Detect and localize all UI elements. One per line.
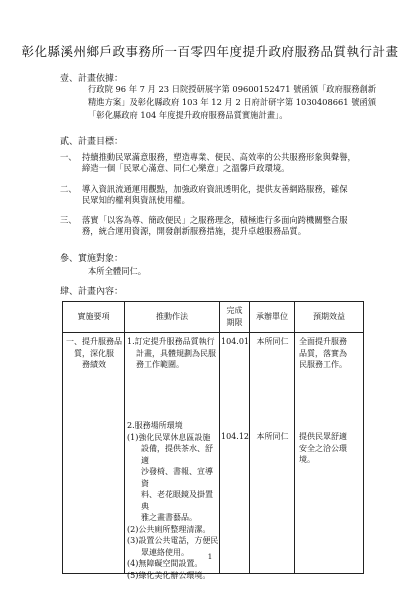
cell-benefit — [295, 333, 364, 574]
cell-unit — [250, 333, 295, 574]
goal-item-3-line-2: 務，統合運用資源，開發創新服務措施，提升卓越服務品質。 — [82, 226, 307, 237]
header-unit: 承辦單位 — [250, 302, 295, 333]
benefit-2-line-3: 境。 — [299, 455, 315, 464]
benefit-1-line-3: 民服務工作。 — [299, 360, 347, 369]
section-goals-heading: 貳、計畫目標： — [60, 137, 124, 147]
item-line-3: 務績效 — [82, 360, 106, 369]
method-1-line-3: 務工作範圍。 — [136, 360, 184, 369]
benefit-2-line-1: 提供民眾舒適 — [299, 432, 347, 441]
goal-item-3 — [60, 215, 370, 239]
goal-item-1 — [60, 152, 370, 176]
deadline-1: 104.01 — [221, 337, 249, 346]
benefit-1-line-2: 品質，落實為 — [299, 348, 347, 358]
method-1-line-1: 1.訂定提升服務品質執行 — [127, 337, 215, 346]
deadline-2: 104.12 — [221, 432, 249, 441]
method-2-line-5: 雅之畫書藝品。 — [141, 513, 197, 522]
section-content-heading: 肆、計畫內容： — [60, 287, 124, 297]
goal-item-1-line-1: 持續推動民眾滿意服務，塑造專業、便民、高效率的公共服務形象與聲譽， — [82, 152, 356, 162]
method-2-line-7: (3)設置公共電話，方便民 — [127, 536, 219, 545]
goal-item-1-line-2: 締造一個「民眾心滿意、同仁心樂意」之溫馨戶政環境。 — [82, 163, 290, 174]
method-2-title: 2.服務場所環境 — [127, 421, 183, 430]
section-basis-heading: 壹、計畫依據： — [60, 74, 124, 84]
item-line-2: 質，深化服 — [74, 348, 114, 358]
basis-line-1: 行政院 96 年 7 月 23 日院授研展字第 09600152471 號函頒「政府服務創新 — [88, 84, 377, 94]
unit-1: 本所同仁 — [256, 337, 289, 346]
unit-2: 本所同仁 — [256, 432, 289, 441]
header-benefit: 預期效益 — [295, 302, 364, 333]
item-line-1: 一、提升服務品 — [66, 337, 122, 346]
goal-item-1-num: 一、 — [60, 152, 77, 162]
method-2-line-6: (2)公共廁所整理清潔。 — [127, 524, 211, 534]
method-2-line-1: (1)強化民眾休息區設施 — [127, 432, 211, 442]
header-item: 實施要項 — [63, 302, 125, 333]
page-number: 1 — [207, 553, 213, 561]
header-deadline: 完成 期限 — [220, 302, 250, 333]
goal-item-3-line-1: 落實「以客為尊、簡政便民」之服務理念，積極進行多面向跨機關整合服 — [82, 215, 348, 225]
page-title: 彰化縣溪州鄉戶政事務所一百零四年度提升政府服務品質執行計畫 — [21, 44, 399, 59]
cell-item — [63, 333, 125, 574]
benefit-2-line-2: 安全之洽公環 — [299, 443, 347, 453]
method-2-line-8: 眾連絡使用。 — [141, 547, 189, 557]
targets-text: 本所全體同仁。 — [88, 266, 147, 276]
goal-item-2-line-1: 導入資訊流通運用觀點，加強政府資訊透明化，提供友善網路服務，確保 — [82, 184, 348, 194]
goal-item-2 — [60, 184, 370, 208]
goal-item-2-num: 二、 — [60, 184, 77, 194]
section-targets-heading: 參、實施對象： — [60, 254, 124, 264]
table-header-row — [63, 302, 364, 333]
method-2-line-9: (4)無障礙空間設置。 — [127, 559, 203, 568]
plan-table — [62, 301, 364, 580]
basis-line-3: 「彰化縣政府 104 年度提升政府服務品質實施計畫」。 — [88, 110, 288, 120]
method-2-line-2: 設備，提供茶水、舒適 — [141, 444, 213, 465]
goal-item-3-num: 三、 — [60, 215, 77, 225]
table-row — [63, 333, 364, 574]
method-2-line-10: (5)綠化美化辦公環境。 — [127, 570, 211, 580]
goal-item-2-line-2: 民眾知的權利與資訊使用權。 — [82, 195, 190, 206]
method-2-line-4: 料、老花眼鏡及掛置典 — [141, 490, 213, 511]
header-method: 推動作法 — [125, 302, 220, 333]
cell-method — [125, 333, 220, 580]
method-2-line-3: 沙發椅、書報、宣導資 — [141, 467, 213, 488]
method-1-line-2: 計畫，具體規劃為民服 — [136, 348, 216, 358]
benefit-1-line-1: 全面提升服務 — [299, 337, 347, 346]
cell-deadline — [220, 333, 250, 574]
basis-line-2: 精進方案」及彰化縣政府 103 年 12 月 2 日府計研字第 1030408661 號函頒 — [88, 97, 377, 107]
